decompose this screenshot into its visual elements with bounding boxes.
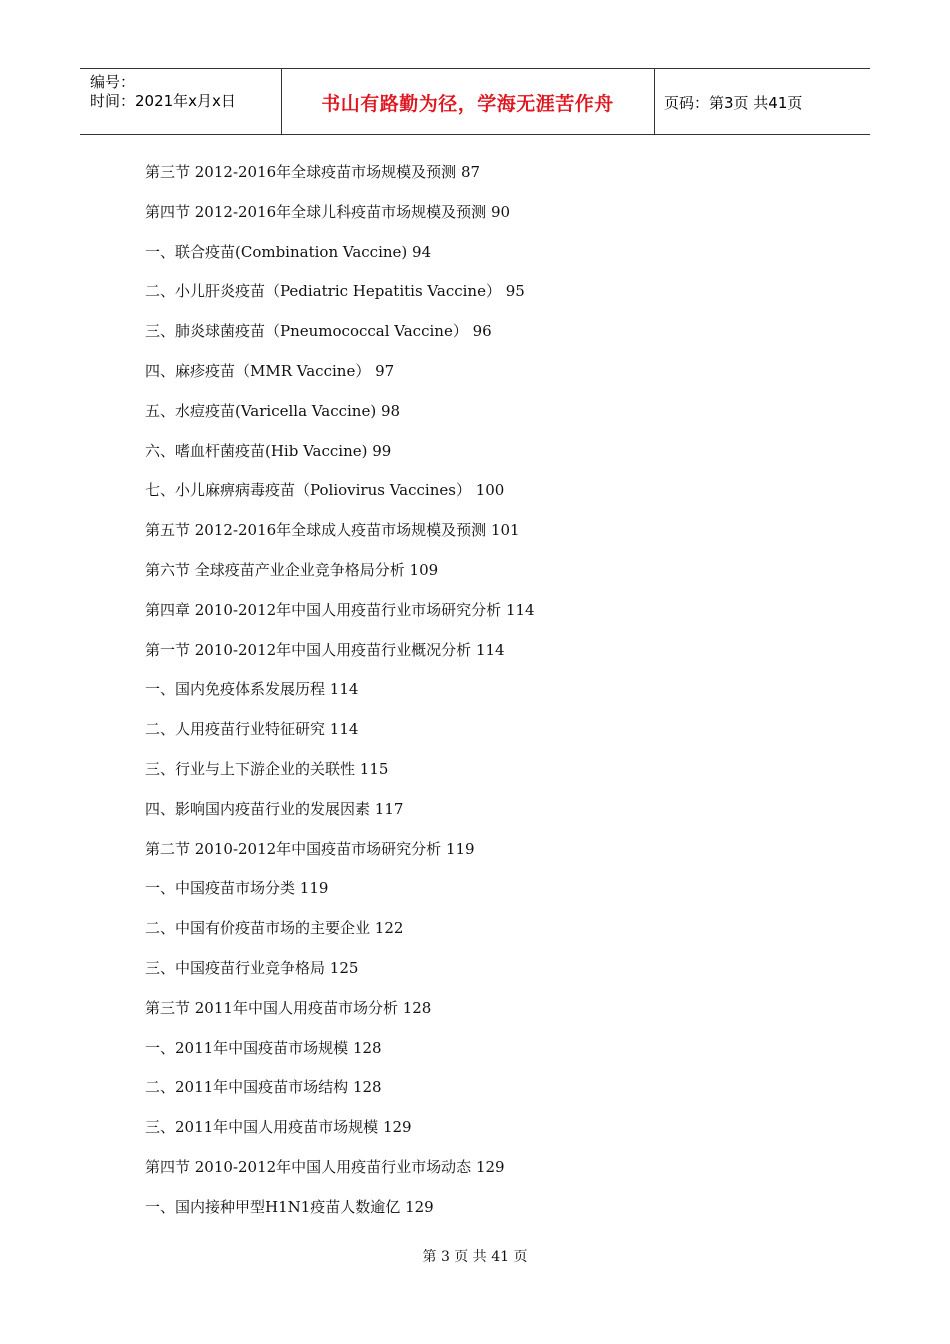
- toc-entry: 一、国内免疫体系发展历程 114: [145, 680, 359, 699]
- toc-entry: 二、中国有价疫苗市场的主要企业 122: [145, 919, 404, 938]
- toc-entry: 四、麻疹疫苗（MMR Vaccine） 97: [145, 361, 395, 380]
- toc-entry: 第三节 2012-2016年全球疫苗市场规模及预测 87: [145, 163, 481, 181]
- header-page-code: 页码：第3页 共41页: [664, 94, 803, 112]
- toc-entry: 二、小儿肝炎疫苗（Pediatric Hepatitis Vaccine） 95: [145, 282, 525, 301]
- toc-entry: 七、小儿麻痹病毒疫苗（Poliovirus Vaccines） 100: [145, 481, 505, 500]
- toc-entry: 第三节 2011年中国人用疫苗市场分析 128: [145, 998, 432, 1017]
- time-label: 时间：2021年x月x日: [90, 92, 236, 110]
- toc-entry: 二、人用疫苗行业特征研究 114: [145, 720, 359, 739]
- toc-entry: 第一节 2010-2012年中国人用疫苗行业概况分析 114: [145, 640, 505, 659]
- toc-entry: 三、行业与上下游企业的关联性 115: [145, 759, 389, 778]
- toc-entry: 第二节 2010-2012年中国疫苗市场研究分析 119: [145, 839, 475, 858]
- toc-entry: 一、国内接种甲型H1N1疫苗人数逾亿 129: [145, 1197, 434, 1216]
- header-meta: [90, 73, 236, 111]
- toc-entry: 五、水痘疫苗(Varicella Vaccine) 98: [145, 401, 401, 420]
- toc-entry: 三、肺炎球菌疫苗（Pneumococcal Vaccine） 96: [145, 322, 492, 341]
- page-footer: 第 3 页 共 41 页: [422, 1249, 528, 1265]
- toc-entry: 一、联合疫苗(Combination Vaccine) 94: [145, 242, 432, 261]
- toc-entry: 第四节 2012-2016年全球儿科疫苗市场规模及预测 90: [145, 202, 511, 221]
- toc-entry: 第五节 2012-2016年全球成人疫苗市场规模及预测 101: [145, 521, 520, 540]
- toc-entry: 一、2011年中国疫苗市场规模 128: [145, 1038, 382, 1057]
- table-of-contents: [145, 160, 845, 1235]
- toc-entry: 三、2011年中国人用疫苗市场规模 129: [145, 1118, 412, 1137]
- page-header: [80, 68, 870, 135]
- toc-entry: 第六节 全球疫苗产业企业竞争格局分析 109: [145, 560, 439, 579]
- toc-entry: 第四节 2010-2012年中国人用疫苗行业市场动态 129: [145, 1157, 505, 1176]
- toc-entry: 六、嗜血杆菌疫苗(Hib Vaccine) 99: [145, 441, 392, 460]
- toc-entry: 三、中国疫苗行业竞争格局 125: [145, 958, 359, 977]
- header-motto: 书山有路勤为径，学海无涯苦作舟: [321, 93, 614, 115]
- toc-entry: 一、中国疫苗市场分类 119: [145, 879, 329, 898]
- header-divider: [654, 69, 655, 134]
- toc-entry: 二、2011年中国疫苗市场结构 128: [145, 1078, 382, 1097]
- toc-entry: 第四章 2010-2012年中国人用疫苗行业市场研究分析 114: [145, 600, 535, 619]
- toc-entry: 四、影响国内疫苗行业的发展因素 117: [145, 799, 404, 818]
- number-label: 编号：: [90, 73, 136, 91]
